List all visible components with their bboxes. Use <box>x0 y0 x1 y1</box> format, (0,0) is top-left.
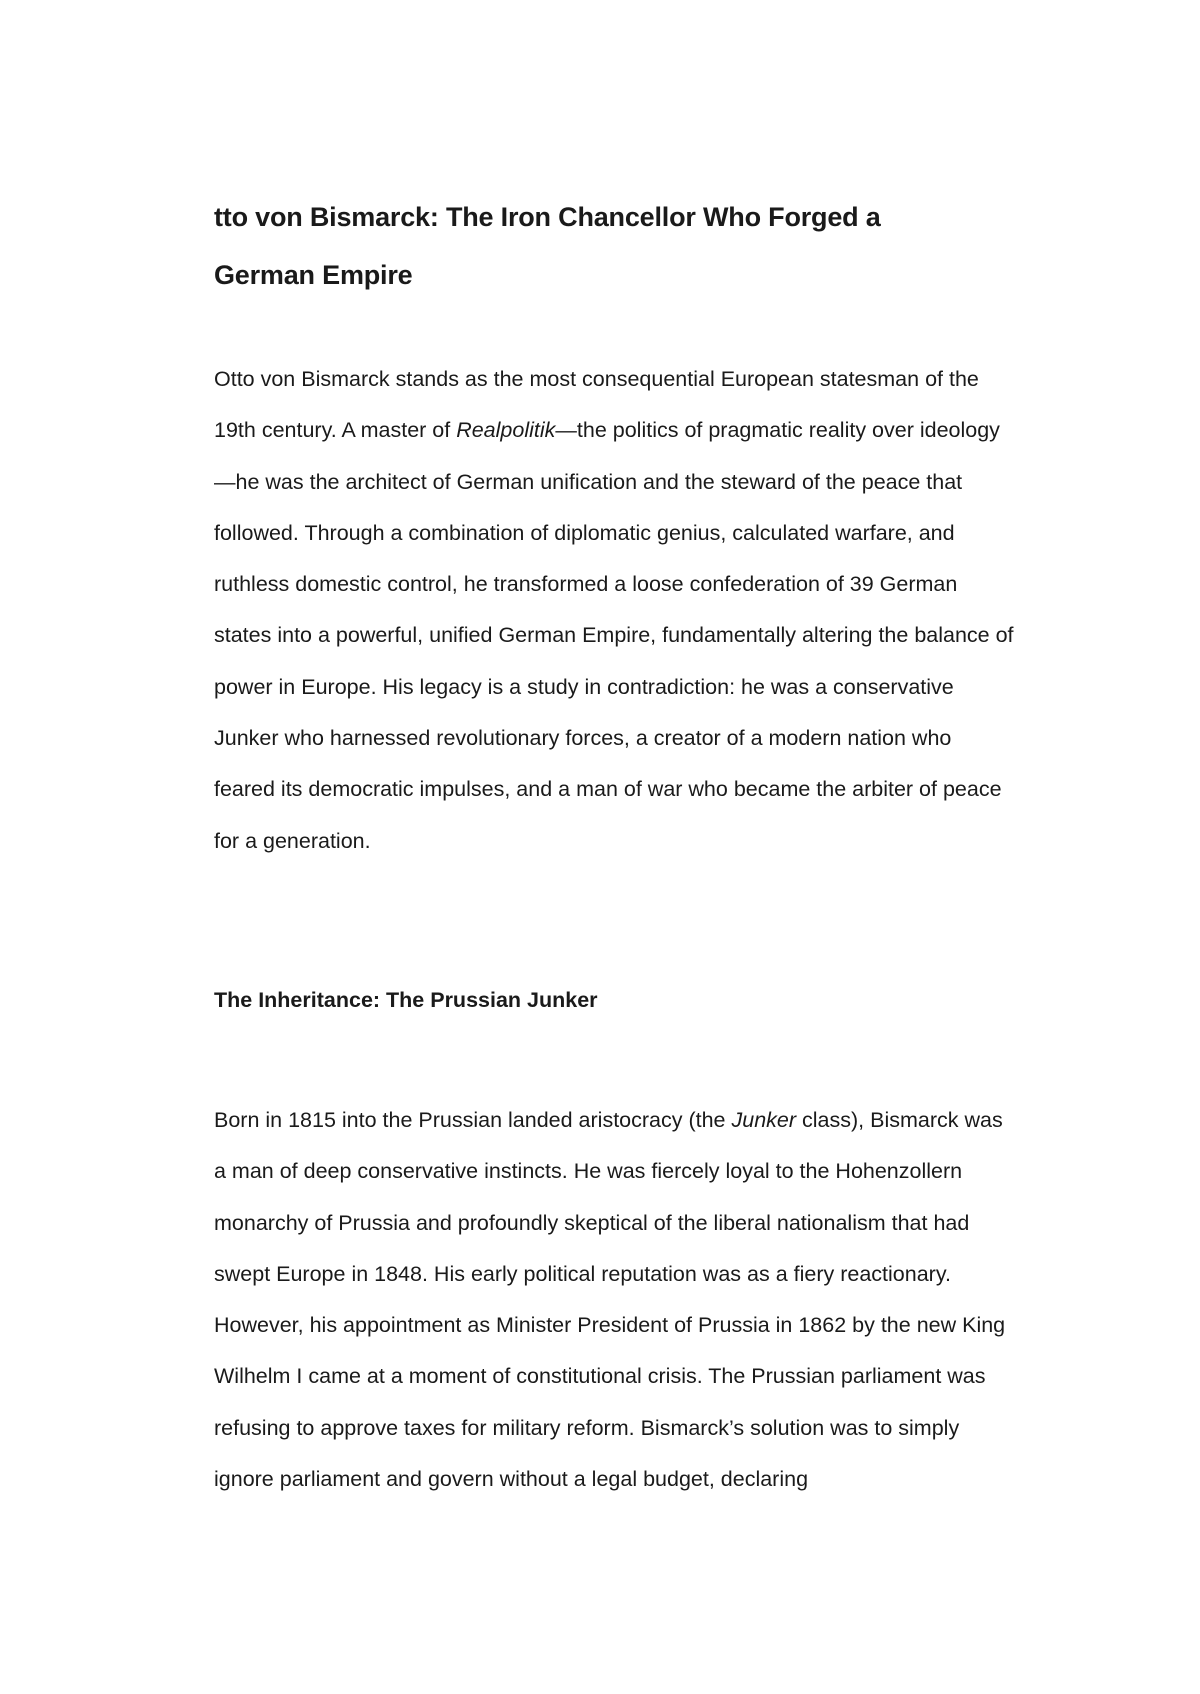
title-line-2: German Empire <box>214 260 413 290</box>
intro-text-start: Otto von Bismarck stands as the most consequential European statesman of the 19th century. A master of <box>214 367 979 443</box>
intro-paragraph <box>214 354 1014 867</box>
section-paragraph <box>214 1095 1014 1505</box>
section-heading: The Inheritance: The Prussian Junker <box>214 988 598 1012</box>
realpolitik-term: Realpolitik <box>456 418 556 443</box>
document-title <box>214 188 1034 304</box>
intro-text-rest: —the politics of pragmatic reality over ideology—he was the architect of German unification and the steward of the peace that followed. Through a combination of diplomatic genius, calculated warfare, and ruthless domestic control, he transformed a loose confederation of 39 German states into a powerful, unified German Empire, fundamentally altering the balance of power in Europe. His legacy is a study in contradiction: he was a conservative Junker who harnessed revolutionary forces, a creator of a modern nation who feared its democratic impulses, and a man of war who became the arbiter of peace for a generation. <box>214 418 1014 853</box>
section-text-rest: class), Bismarck was a man of deep conservative instincts. He was fiercely loyal to the Hohenzollern monarchy of Prussia and profoundly skeptical of the liberal nationalism that had swept Europe in 1848. His early political reputation was as a fiery reactionary. However, his appointment as Minister President of Prussia in 1862 by the new King Wilhelm I came at a moment of constitutional crisis. The Prussian parliament was refusing to approve taxes for military reform. Bismarck’s solution was to simply ignore parliament and govern without a legal budget, declaring <box>214 1108 1006 1492</box>
junker-term: Junker <box>731 1108 797 1132</box>
section-text-start: Born in 1815 into the Prussian landed aristocracy (the <box>214 1108 732 1132</box>
title-line-1: tto von Bismarck: The Iron Chancellor Who Forged a <box>214 202 881 232</box>
